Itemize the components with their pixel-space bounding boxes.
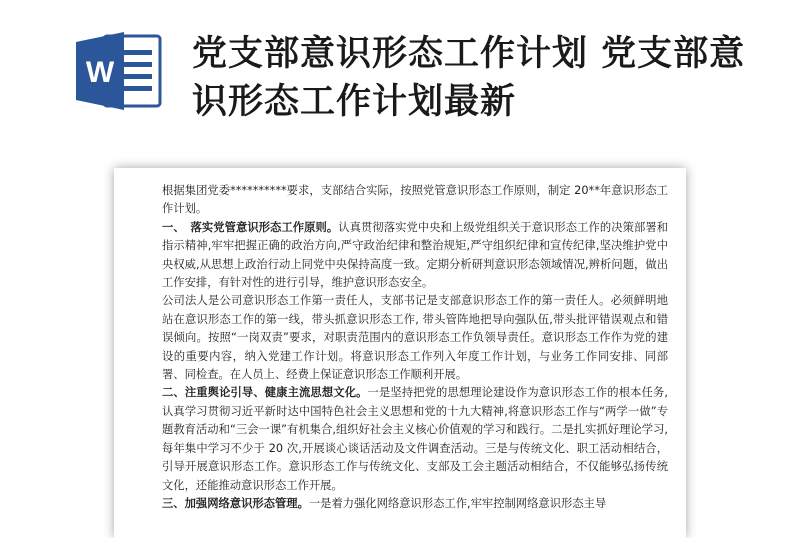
section-3-paragraph [162,495,668,513]
section-3-heading: 三、加强网络意识形态管理。 [162,496,309,510]
section-2-paragraph [162,384,668,494]
section-2-heading: 二、注重舆论引导、健康主流思想文化。 [162,386,368,400]
document-body [114,168,686,513]
page-title: 党支部意识形态工作计划 党支部意识形态工作计划最新 [192,34,746,122]
section-3-body: 一是着力强化网络意识形态工作,牢牢控制网络意识形态主导 [308,496,607,510]
section-1-heading: 一、 落实党管意识形态工作原则。 [162,220,339,234]
section-1-paragraph-2: 公司法人是公司意识形态工作第一责任人，支部书记是支部意识形态工作的第一责任人。必须鲜明地站在意识形态工作的第一线，带头抓意识形态工作, 带头管阵地把导向强队伍,带头批评错误观点和错误倾向。按照“一岗双责”要求，对职责范围内的意识形态工作负领导责任。意识形态工作作为党的建设的重要内容，纳入党建工作计划。将意识形态工作列入年度工作计划，与业务工作同安排、同部署、同检查。在人员上、经费上保证意识形态工作顺利开展。 [162,294,668,382]
section-1-paragraph [162,219,668,293]
section-1-body-1: 认真贯彻落实党中央和上级党组织关于意识形态工作的决策部署和指示精神,牢牢把握正确的政治方向,严守政治纪律和整治规矩,严守组织纪律和宣传纪律,坚决维护党中央权威,从思想上政治行动上同党中央保持高度一致。定期分析研判意识形态领域情况,辨析问题，做出工作安排，有针对性的进行引导，维护意识形态安全。 [162,220,668,290]
section-2-body: 一是坚持把党的思想理论建设作为意识形态工作的根本任务,认真学习贯彻习近平新时达中国特色社会主义思想和党的十九大精神,将意识形态工作与“两学一做”专题教育活动和“三会一课”有机集合,组织好社会主义核心价值观的学习和践行。二是扎实抓好理论学习,每年集中学习不少于 20 次,开展谈心谈话活动及文件调查活动。三是与传统文化、职工活动相结合，引导开展意识形态工作。意识形态工作与传统文化、支部及工会主题活动相结合，不仅能够弘扬传统文化，还能推动意识形态工作开展。 [162,386,668,492]
header [0,0,800,160]
word-document-icon [74,30,166,112]
word-icon-letter: W [85,56,115,89]
intro-paragraph: 根据集团党委**********要求，支部结合实际，按照党管意识形态工作原则，制定 20**年意识形态工作计划。 [162,184,668,216]
document-page [114,168,686,538]
